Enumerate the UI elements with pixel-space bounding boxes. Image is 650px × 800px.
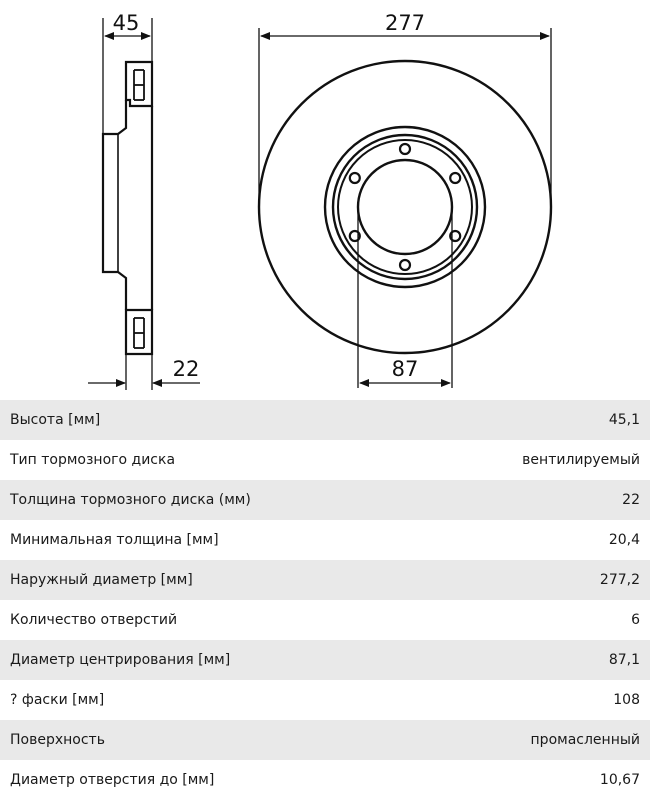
bolt-hole xyxy=(400,260,410,270)
spec-label: Тип тормозного диска xyxy=(10,452,176,468)
dimension-label-277: 277 xyxy=(384,11,426,35)
spec-value: 277,2 xyxy=(599,572,640,588)
spec-row-hole-diameter xyxy=(0,760,650,800)
spec-row-hole-count xyxy=(0,600,650,640)
dimension-22 xyxy=(88,357,200,383)
spec-label: Толщина тормозного диска (мм) xyxy=(10,492,251,508)
dimension-87 xyxy=(360,357,450,383)
spec-value: 87,1 xyxy=(608,652,640,668)
dimension-45 xyxy=(105,11,150,36)
specs-table xyxy=(0,400,650,800)
spec-row-surface xyxy=(0,720,650,760)
bolt-hole xyxy=(350,173,360,183)
center-bore-circle xyxy=(358,160,452,254)
bolt-hole xyxy=(400,144,410,154)
spec-label: ? фаски [мм] xyxy=(10,692,105,708)
spec-value: промасленный xyxy=(530,732,640,748)
spec-row-outer-diameter xyxy=(0,560,650,600)
bolt-hole xyxy=(450,173,460,183)
spec-row-chamfer xyxy=(0,680,650,720)
spec-label: Минимальная толщина [мм] xyxy=(10,532,219,548)
spec-label: Количество отверстий xyxy=(10,612,178,628)
dimension-277 xyxy=(261,11,549,36)
spec-label: Диаметр отверстия до [мм] xyxy=(10,772,215,788)
outer-circle xyxy=(259,61,551,353)
spec-value: 6 xyxy=(631,612,640,628)
side-view xyxy=(103,18,152,390)
spec-label: Наружный диаметр [мм] xyxy=(10,572,193,588)
spec-value: вентилируемый xyxy=(522,452,640,468)
spec-value: 45,1 xyxy=(608,412,640,428)
spec-label: Высота [мм] xyxy=(10,412,101,428)
spec-value: 20,4 xyxy=(608,532,640,548)
dimension-label-45: 45 xyxy=(112,11,140,35)
spec-row-disc-type xyxy=(0,440,650,480)
dimension-label-87: 87 xyxy=(391,357,419,381)
spec-row-disc-thickness xyxy=(0,480,650,520)
spec-value: 22 xyxy=(622,492,640,508)
spec-label: Поверхность xyxy=(10,732,105,748)
spec-row-min-thickness xyxy=(0,520,650,560)
front-view xyxy=(259,28,551,388)
spec-row-height xyxy=(0,400,650,440)
hat-ring-circle xyxy=(333,135,477,279)
dimension-label-22: 22 xyxy=(172,357,200,381)
spec-label: Диаметр центрирования [мм] xyxy=(10,652,231,668)
spec-value: 108 xyxy=(613,692,640,708)
spec-value: 10,67 xyxy=(599,772,640,788)
spec-row-centering-diameter xyxy=(0,640,650,680)
